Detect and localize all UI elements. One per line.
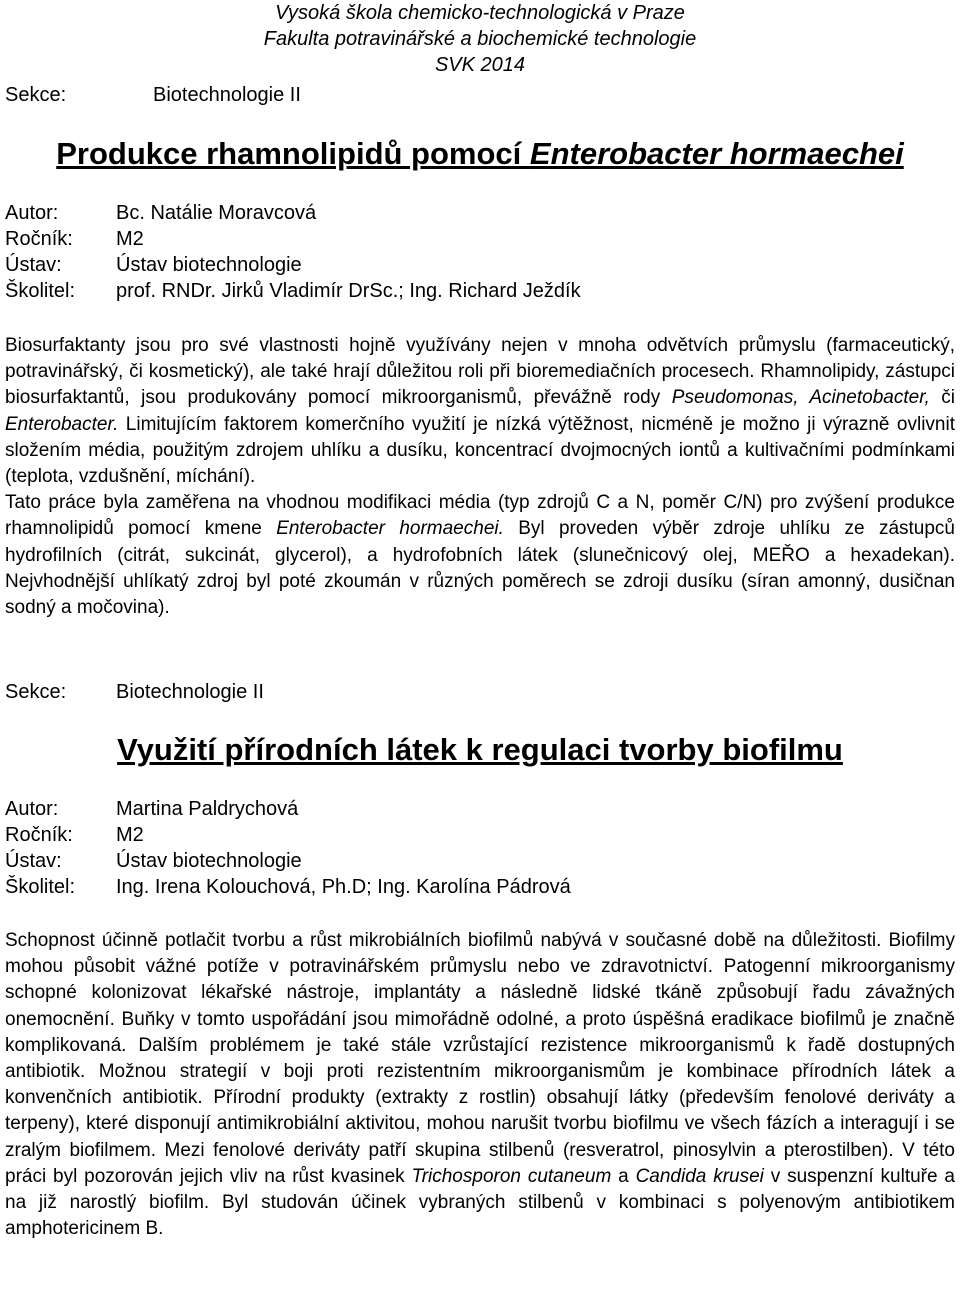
sekce-value: Biotechnologie II xyxy=(116,681,264,703)
abstract-paragraph: Biosurfaktanty jsou pro své vlastnosti hojně využívány nejen v mnoha odvětvích průmyslu (farmaceutický, potravinářský, či kosmetický), ale také hrají důležitou roli při bioremediačních procesech. Rhamnolipidy, zástupci biosurfaktantů, jsou produkovány pomocí mikroorganismů, převážně rody Pseudomonas, Acinetobacter, či Enterobacter. Limitujícím faktorem komerčního využití je nízká výtěžnost, nicméně je možno ji výrazně ovlivnit složením média, použitým zdrojem uhlíku a dusíku, koncentrací dvojmocných iontů a kultivačními podmínkami (teplota, vzdušnění, míchání). xyxy=(5,335,956,488)
faculty-name: Fakulta potravinářské a biochemické technologie xyxy=(263,28,697,50)
sekce-label: Sekce: xyxy=(5,84,67,106)
abstract-paragraph: Schopnost účinně potlačit tvorbu a růst mikrobiálních biofilmů nabývá v současné době na důležitosti. Biofilmy mohou působit vážné potíže v potravinářském průmyslu nebo ve zdravotnictví. Patogenní mikroorganismy schopné kolonizovat lékařské nástroje, implantáty a následně lidské tkáně způsobují řadu závažných onemocnění. Buňky v tomto uspořádání jsou mimořádně odolné, a proto úspěšná eradikace biofilmů je značně komplikovaná. Dalším problémem je také stále vzrůstající rezistence mikroorganismů k řadě dostupných antibiotik. Možnou strategií v boji proti rezistentním mikroorganismům je kombinace přírodních látek a konvenčních antibiotik. Přírodní produkty (extrakty z rostlin) obsahují látky (především fenolové deriváty a terpeny), které disponují antimikrobiální aktivitou, mohou narušit tvorbu biofilmu ve všech fázích a interagují i se zralým biofilmem. Mezi fenolové deriváty patří skupina stilbenů (resveratrol, pinosylvin a pterostilben). V této práci byl pozorován jejich vliv na růst kvasinek Trichosporon cutaneum a Candida krusei v suspenzní kultuře a na již narostlý biofilm. Byl studován účinek vybraných stilbenů v kombinaci s polyenovým antibiotikem amphotericinem B. xyxy=(5,930,955,1240)
section-2-sekce xyxy=(5,679,264,705)
university-name: Vysoká škola chemicko-technologická v Praze xyxy=(275,2,685,24)
section-2-abstract xyxy=(5,928,955,1242)
section-1-sekce xyxy=(5,82,301,108)
sekce-label: Sekce: xyxy=(5,681,67,703)
conference-name: SVK 2014 xyxy=(434,54,526,76)
section-1-title: Produkce rhamnolipidů pomocí Enterobacter hormaechei xyxy=(56,136,904,171)
document-header xyxy=(0,0,960,78)
section-2-title: Využití přírodních látek k regulaci tvorby biofilmu xyxy=(117,732,843,767)
sekce-value: Biotechnologie II xyxy=(153,84,301,106)
section-1-abstract xyxy=(5,333,955,621)
abstract-paragraph: Tato práce byla zaměřena na vhodnou modifikaci média (typ zdrojů C a N, poměr C/N) pro zvýšení produkce rhamnolipidů pomocí kmene Enterobacter hormaechei. Byl proveden výběr zdroje uhlíku ze zástupců hydrofilních (citrát, sukcinát, glycerol), a hydrofobních látek (slunečnicový olej, MEŘO a hexadekan). Nejvhodnější uhlíkatý zdroj byl poté zkoumán v různých poměrech se zdroji dusíku (síran amonný, dusičnan sodný a močovina). xyxy=(5,492,955,619)
